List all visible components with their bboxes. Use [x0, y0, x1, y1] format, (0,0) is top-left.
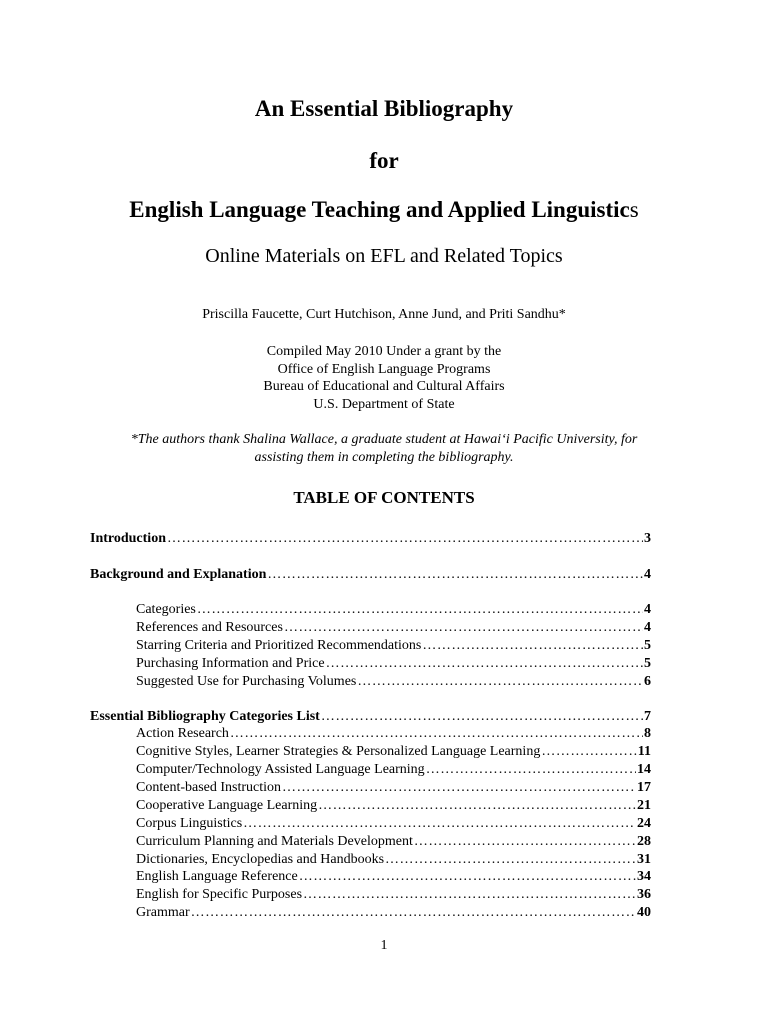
toc-leader: [197, 602, 643, 618]
toc-entry-page: 40: [637, 905, 651, 920]
title-line-3-main: English Language Teaching and Applied Linguistic: [129, 197, 630, 222]
toc-entry-page: 5: [644, 656, 651, 671]
toc-entry-label: Dictionaries, Encyclopedias and Handbooks: [136, 852, 385, 867]
toc-entry-references[interactable]: [136, 620, 651, 638]
acknowledgement-line-1: *The authors thank Shalina Wallace, a graduate student at Hawai‘i Pacific University, for: [130, 432, 638, 447]
title-line-1: An Essential Bibliography: [254, 96, 514, 121]
toc-leader: [541, 744, 636, 760]
toc-leader: [321, 709, 643, 725]
toc-entry-page: 28: [637, 834, 651, 849]
toc-leader: [267, 567, 643, 583]
toc-entry-page: 7: [644, 709, 651, 724]
toc-entry-label: Action Research: [136, 726, 229, 741]
toc-entry-page: 14: [637, 762, 651, 777]
title-line-3: [0, 197, 768, 223]
toc-entry-cognitive-styles[interactable]: [136, 744, 651, 762]
toc-entry-suggested-use[interactable]: [136, 674, 651, 692]
toc-entry-label: Content-based Instruction: [136, 780, 282, 795]
toc-entry-label: Introduction: [90, 531, 166, 546]
toc-entry-action-research[interactable]: [136, 726, 651, 744]
toc-entry-purchasing-info[interactable]: [136, 656, 651, 674]
toc-entry-curriculum[interactable]: [136, 834, 651, 852]
toc-leader: [357, 674, 643, 690]
toc-entry-label: Suggested Use for Purchasing Volumes: [136, 674, 357, 689]
compiled-line-4: U.S. Department of State: [313, 396, 455, 412]
toc-leader: [284, 620, 643, 636]
title-line-2: for: [369, 148, 399, 173]
toc-entry-page: 4: [644, 602, 651, 617]
toc-leader: [243, 816, 636, 832]
toc-entry-page: 31: [637, 852, 651, 867]
toc-entry-starring-criteria[interactable]: [136, 638, 651, 656]
toc-entry-corpus[interactable]: [136, 816, 651, 834]
title-line-3-tail: s: [629, 197, 639, 222]
toc-entry-categories-list[interactable]: [90, 709, 651, 727]
acknowledgement-line-2: assisting them in completing the bibliography.: [254, 450, 514, 465]
toc-leader: [318, 798, 636, 814]
toc-heading: TABLE OF CONTENTS: [293, 488, 475, 507]
toc-leader: [385, 852, 636, 868]
toc-entry-label: Essential Bibliography Categories List: [90, 709, 320, 724]
toc-entry-introduction[interactable]: [90, 531, 651, 549]
toc-entry-page: 5: [644, 638, 651, 653]
toc-entry-label: Background and Explanation: [90, 567, 267, 582]
toc-leader: [303, 887, 636, 903]
toc-entry-page: 36: [637, 887, 651, 902]
toc-entry-page: 11: [637, 744, 651, 759]
toc-entry-dictionaries[interactable]: [136, 852, 651, 870]
toc-entry-page: 24: [637, 816, 651, 831]
toc-entry-label: Categories: [136, 602, 196, 617]
toc-entry-grammar[interactable]: [136, 905, 651, 923]
toc-entry-english-reference[interactable]: [136, 869, 651, 887]
toc-entry-label: Grammar: [136, 905, 190, 920]
toc-leader: [426, 762, 636, 778]
authors: Priscilla Faucette, Curt Hutchison, Anne Jund, and Priti Sandhu*: [202, 307, 566, 322]
toc-entry-page: 17: [637, 780, 651, 795]
toc-entry-label: English Language Reference: [136, 869, 298, 884]
toc-entry-page: 34: [637, 869, 651, 884]
toc-entry-background[interactable]: [90, 567, 651, 585]
toc-leader: [299, 869, 636, 885]
toc-entry-page: 8: [644, 726, 651, 741]
toc-entry-label: English for Specific Purposes: [136, 887, 303, 902]
toc-entry-call[interactable]: [136, 762, 651, 780]
toc-leader: [230, 726, 643, 742]
toc-entry-page: 6: [644, 674, 651, 689]
compiled-line-3: Bureau of Educational and Cultural Affairs: [263, 379, 505, 394]
toc-entry-label: Cooperative Language Learning: [136, 798, 318, 813]
toc-entry-label: Cognitive Styles, Learner Strategies & Personalized Language Learning: [136, 744, 541, 759]
toc-leader: [282, 780, 636, 796]
toc-entry-label: Starring Criteria and Prioritized Recommendations: [136, 638, 422, 653]
toc-entry-page: 21: [637, 798, 651, 813]
toc-entry-label: Corpus Linguistics: [136, 816, 243, 831]
subtitle: Online Materials on EFL and Related Topics: [205, 245, 563, 267]
toc-leader: [167, 531, 643, 547]
toc-entry-label: Purchasing Information and Price: [136, 656, 325, 671]
toc-entry-cooperative[interactable]: [136, 798, 651, 816]
toc-entry-page: 3: [644, 531, 651, 546]
toc-entry-content-based[interactable]: [136, 780, 651, 798]
compiled-line-2: Office of English Language Programs: [277, 361, 491, 377]
toc-entry-label: Curriculum Planning and Materials Development: [136, 834, 413, 849]
page-number: 1: [380, 938, 388, 953]
toc-entry-label: Computer/Technology Assisted Language Learning: [136, 762, 425, 777]
toc-entry-page: 4: [644, 567, 651, 582]
toc-entry-esp[interactable]: [136, 887, 651, 905]
toc-leader: [191, 905, 636, 921]
toc-leader: [326, 656, 643, 672]
toc-entry-label: References and Resources: [136, 620, 283, 635]
compiled-line-1: Compiled May 2010 Under a grant by the: [266, 344, 502, 359]
toc-entry-page: 4: [644, 620, 651, 635]
toc-leader: [422, 638, 643, 654]
toc-entry-categories[interactable]: [136, 602, 651, 620]
toc-leader: [414, 834, 636, 850]
